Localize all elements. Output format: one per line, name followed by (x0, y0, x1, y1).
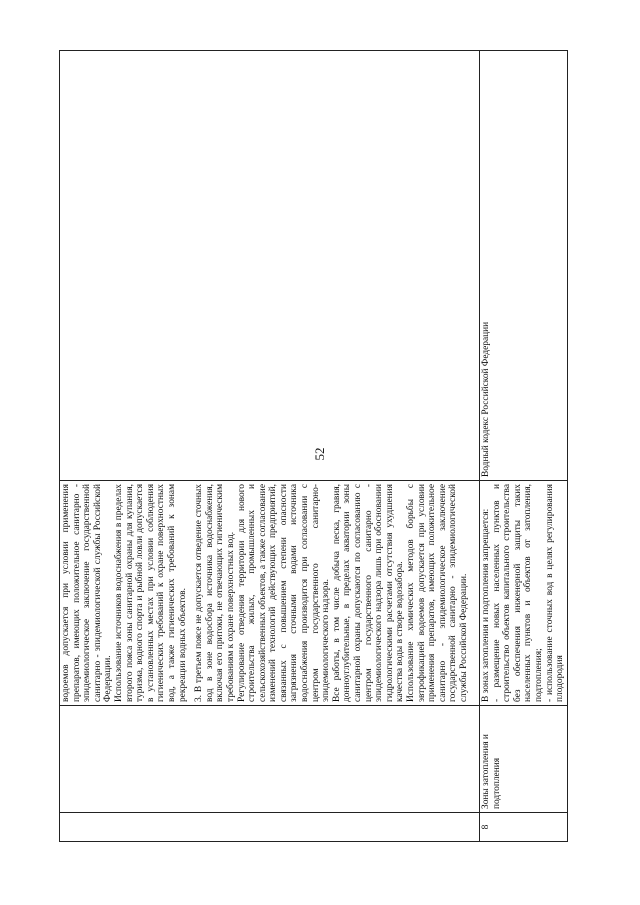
row-number-cell: 8 (480, 813, 568, 842)
requirement-paragraph: водоемов допускается при условии применения препаратов, имеющих положительное санитарно - эпидемиологическое заключение государственной санитарно - эпидемиологической службы Российской Федерации. (61, 484, 114, 702)
requirement-paragraph: - использование сточных вод в целях регулирования плодородия (544, 484, 566, 702)
row-number-cell (60, 813, 480, 842)
rotated-table-container (59, 50, 566, 842)
requirement-paragraph: Все работы, в том числе добыча песка, гравия, донноуглубительные, в пределах акватории зоны санитарной охраны допускаются по согласованию с центром государственного санитарно - эпидемиологического надзора лишь при обосновании гидрологическими расчетами отсутствия ухудшения качества воды в створе водозабора. (331, 484, 406, 702)
zone-name-cell: Зоны затопления и подтопления (480, 706, 568, 813)
source-cell: Водный кодекс Российской Федерации (480, 51, 568, 481)
requirements-cell (480, 481, 568, 706)
source-cell (60, 51, 480, 481)
table-row (480, 51, 568, 842)
table-row (60, 51, 480, 842)
requirement-paragraph: Регулирование отведения территории для нового строительства жилых, промышленных и сельскохозяйственных объектов, а также согласование изменений технологий действующих предприятий, связанных с повышением степени опасности загрязнения сточными водами источника водоснабжения производится при согласовании с центром государственного санитарно-эпидемиологического надзора. (236, 484, 332, 702)
requirement-paragraph: - размещение новых населенных пунктов и строительство объектов капитального строительства без обеспечения инженерной защиты таких населенных пунктов и объектов от затопления, подтопления; (491, 484, 544, 702)
page-number: 52 (312, 447, 327, 461)
zone-name-cell (60, 706, 480, 813)
requirement-paragraph: 3. В третьем поясе не допускается отведение сточных вод в зоне водосбора источника водоснабжения, включая его притоки, не отвечающих гигиеническим требованиям к охране поверхностных вод. (194, 484, 236, 702)
requirement-paragraph: Использование источников водоснабжения в пределах второго пояса зоны санитарной охраны для купания, туризма, водного спорта и рыбной ловли допускается в установленных местах при условии соблюдения гигиенических требований к охране поверхностных вод, а также гигиенических требований к зонам рекреации водных объектов. (113, 484, 188, 702)
requirements-cell (60, 481, 480, 706)
requirement-paragraph: В зонах затопления и подтопления запрещается: (481, 508, 491, 702)
restrictions-table (59, 50, 568, 842)
requirement-paragraph: Использование химических методов борьбы с эвтрофикацией водоемов допускается при условии применения препаратов, имеющих положительное санитарно - эпидемиологическое заключение государственной санитарно - эпидемиологической службы Российской Федерации. (406, 484, 469, 702)
